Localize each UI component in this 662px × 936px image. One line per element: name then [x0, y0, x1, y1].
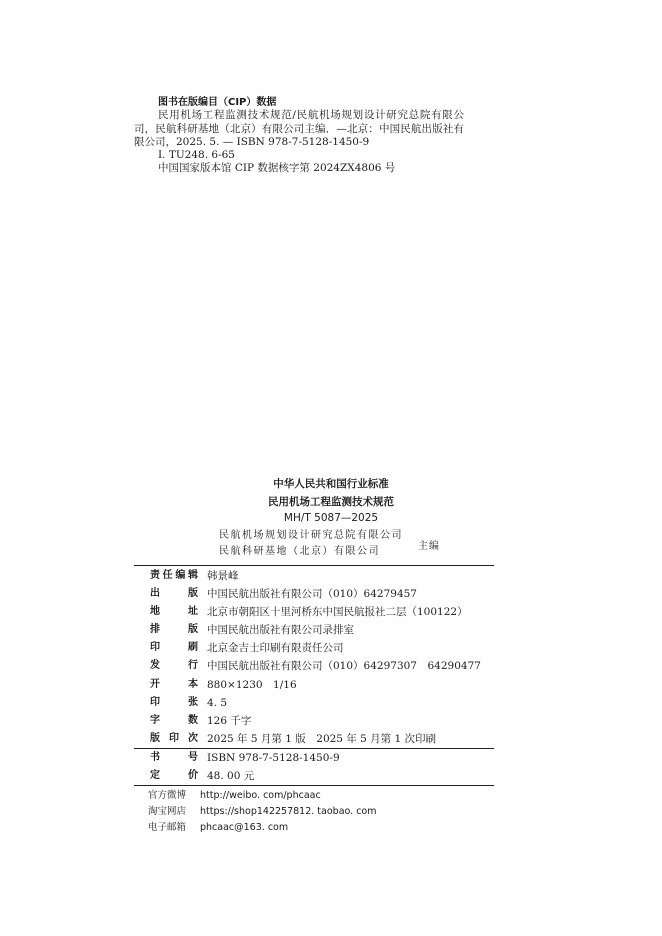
- contact-label: 淘宝网店: [148, 806, 187, 817]
- info-value: 北京市朝阳区十里河桥东中国民航报社二层（100122）: [207, 606, 468, 619]
- cip-classification: Ⅰ. TU248. 6-65: [158, 149, 235, 162]
- standard-type: 中华人民共和国行业标准: [273, 478, 389, 490]
- standard-code: MH/T 5087—2025: [283, 512, 379, 524]
- info-label: 发 行: [150, 660, 198, 672]
- cip-heading: 图书在版编目（CIP）数据: [158, 97, 277, 108]
- publication-info-table: [150, 567, 500, 748]
- email-link[interactable]: phcaac@163. com: [200, 822, 289, 833]
- info-row-edition: [150, 730, 500, 748]
- editor-organizations: [219, 528, 403, 560]
- info-label: 地 址: [150, 606, 198, 618]
- contact-label: 官方微博: [148, 790, 187, 801]
- editor-organization-1: 民航机场规划设计研究总院有限公司: [219, 530, 403, 541]
- info-row-typesetting: [150, 621, 500, 639]
- cip-data-block: [134, 96, 464, 176]
- editor-organization-2: 民航科研基地（北京）有限公司: [219, 546, 380, 557]
- editor-role: 主编: [418, 541, 440, 552]
- info-value: 48. 00 元: [207, 770, 255, 783]
- info-value: 2025 年 5 月第 1 版 2025 年 5 月第 1 次印刷: [207, 732, 437, 745]
- info-label: 字 数: [150, 714, 198, 726]
- info-label: 责任编辑: [150, 570, 198, 581]
- info-row-word-count: [150, 712, 500, 730]
- info-value: 880×1230 1/16: [207, 678, 297, 691]
- divider-bottom: [134, 785, 494, 786]
- info-value: 中国民航出版社有限公司（010）64297307 64290477: [207, 660, 481, 673]
- info-row-isbn: [150, 749, 500, 767]
- info-row-editor: [150, 567, 500, 585]
- cip-verification-number: 中国国家版本馆 CIP 数据核字第 2024ZX4806 号: [158, 162, 396, 175]
- info-row-address: [150, 603, 500, 621]
- info-label: 排 版: [150, 624, 198, 636]
- info-value: 韩景峰: [207, 570, 239, 582]
- info-value: 北京金吉士印刷有限责任公司: [207, 642, 344, 655]
- info-value: 中国民航出版社有限公司（010）64279457: [207, 588, 417, 601]
- info-label: 定 价: [150, 770, 198, 782]
- info-value: 4. 5: [207, 696, 228, 709]
- info-label: 印 张: [150, 696, 198, 708]
- info-label: 书 号: [150, 752, 198, 763]
- info-row-format: [150, 676, 500, 694]
- info-value: ISBN 978-7-5128-1450-9: [207, 752, 340, 764]
- info-label: 版印次: [150, 732, 198, 744]
- contact-label: 电子邮箱: [148, 822, 187, 833]
- cip-description: 民用机场工程监测技术规范/民航机场规划设计研究总院有限公司，民航科研基地（北京）有限公司主编．—北京：中国民航出版社有限公司，2025. 5. — ISBN 978-7-5128-1450-9: [134, 109, 464, 148]
- price-info-table: [150, 749, 500, 785]
- info-row-printing: [150, 639, 500, 657]
- info-label: 出 版: [150, 588, 198, 600]
- standard-title: 民用机场工程监测技术规范: [268, 496, 394, 508]
- info-value: 126 千字: [207, 714, 252, 727]
- info-label: 开 本: [150, 678, 198, 690]
- info-row-publisher: [150, 585, 500, 603]
- shop-link[interactable]: https://shop142257812. taobao. com: [200, 806, 377, 817]
- weibo-link[interactable]: http://weibo. com/phcaac: [200, 790, 321, 801]
- info-label: 印 刷: [150, 642, 198, 654]
- info-row-sheets: [150, 694, 500, 712]
- divider-top: [134, 565, 494, 566]
- info-row-price: [150, 767, 500, 785]
- info-row-distribution: [150, 657, 500, 675]
- info-value: 中国民航出版社有限公司录排室: [207, 624, 354, 637]
